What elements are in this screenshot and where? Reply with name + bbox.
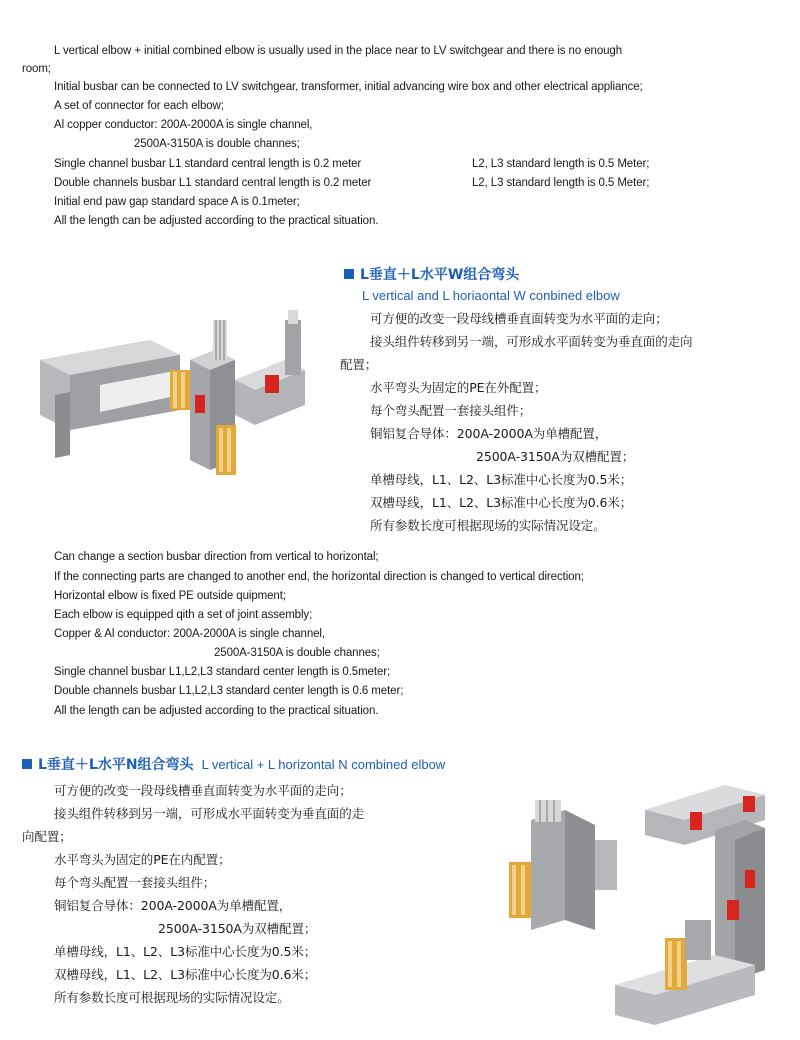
paragraph-line: If the connecting parts are changed to another end, the horizontal direction is changed to vertical direction; xyxy=(54,571,584,583)
paragraph-line: 单槽母线，L1、L2、L3标准中心长度为0.5米； xyxy=(370,472,633,487)
paragraph-line: Al copper conductor: 200A-2000A is single channel, xyxy=(54,119,313,131)
paragraph-line: Double channels busbar L1 standard central length is 0.2 meter xyxy=(54,177,372,189)
paragraph-line: 接头组件转移到另一端，可形成水平面转变为垂直面的走向 xyxy=(370,334,693,349)
section2-heading-zh: L垂直＋L水平W组合弯头 xyxy=(360,267,520,283)
heading-bullet-icon xyxy=(344,269,354,279)
paragraph-line: Each elbow is equipped qith a set of joint assembly; xyxy=(54,609,313,621)
section3-heading-zh: L垂直＋L水平N组合弯头 xyxy=(38,757,194,773)
paragraph-line: Initial busbar can be connected to LV switchgear, transformer, initial advancing wire box and other electrical appliance; xyxy=(54,81,643,93)
paragraph-line: Copper & Al conductor: 200A-2000A is single channel, xyxy=(54,628,325,640)
paragraph-line: Single channel busbar L1,L2,L3 standard center length is 0.5meter; xyxy=(54,666,391,678)
paragraph-line: 2500A-3150A为双槽配置； xyxy=(476,449,635,464)
paragraph-line: Initial end paw gap standard space A is 0.1meter; xyxy=(54,196,300,208)
n-combined-elbow-illustration xyxy=(495,770,785,1035)
paragraph-line: 可方便的改变一段母线槽垂直面转变为水平面的走向； xyxy=(370,311,668,326)
paragraph-line: 每个弯头配置一套接头组件； xyxy=(54,875,216,890)
paragraph-line: 接头组件转移到另一端，可形成水平面转变为垂直面的走 xyxy=(54,806,365,821)
section3-heading-en: L vertical + L horizontal N combined elbow xyxy=(201,757,446,772)
paragraph-line: 双槽母线，L1、L2、L3标准中心长度为0.6米； xyxy=(54,967,317,982)
paragraph-line: 水平弯头为固定的PE在内配置； xyxy=(54,852,231,867)
paragraph-line: All the length can be adjusted according to the practical situation. xyxy=(54,215,379,227)
paragraph-line: 2500A-3150A为双槽配置； xyxy=(158,921,317,936)
paragraph-line: 每个弯头配置一套接头组件； xyxy=(370,403,532,418)
heading-bullet-icon xyxy=(22,759,32,769)
paragraph-line: 铜铝复合导体：200A-2000A为单槽配置， xyxy=(54,898,292,913)
paragraph-line: 所有参数长度可根据现场的实际情况设定。 xyxy=(54,990,290,1005)
section3-heading xyxy=(22,754,445,774)
paragraph-line: room; xyxy=(22,63,51,75)
paragraph-line: Horizontal elbow is fixed PE outside quipment; xyxy=(54,590,286,602)
paragraph-line: Single channel busbar L1 standard central length is 0.2 meter xyxy=(54,158,362,170)
w-combined-elbow-illustration xyxy=(30,300,330,485)
paragraph-line: 双槽母线，L1、L2、L3标准中心长度为0.6米； xyxy=(370,495,633,510)
section2-heading-en: L vertical and L horiaontal W conbined elbow xyxy=(362,288,620,303)
paragraph-line: L2, L3 standard length is 0.5 Meter; xyxy=(472,158,650,170)
paragraph-line: 向配置； xyxy=(22,829,72,844)
paragraph-line: 可方便的改变一段母线槽垂直面转变为水平面的走向； xyxy=(54,783,352,798)
section2-heading xyxy=(344,264,519,284)
paragraph-line: Can change a section busbar direction from vertical to horizontal; xyxy=(54,551,379,563)
paragraph-line: 2500A-3150A is double channes; xyxy=(134,138,300,150)
paragraph-line: 水平弯头为固定的PE在外配置； xyxy=(370,380,547,395)
paragraph-line: 铜铝复合导体：200A-2000A为单槽配置， xyxy=(370,426,608,441)
paragraph-line: 所有参数长度可根据现场的实际情况设定。 xyxy=(370,518,606,533)
paragraph-line: Double channels busbar L1,L2,L3 standard center length is 0.6 meter; xyxy=(54,685,404,697)
paragraph-line: 配置； xyxy=(340,357,378,372)
paragraph-line: All the length can be adjusted according to the practical situation. xyxy=(54,705,379,717)
paragraph-line: 单槽母线，L1、L2、L3标准中心长度为0.5米； xyxy=(54,944,317,959)
paragraph-line: L vertical elbow + initial combined elbow is usually used in the place near to LV switchgear and there is no enough xyxy=(54,45,622,57)
paragraph-line: L2, L3 standard length is 0.5 Meter; xyxy=(472,177,650,189)
paragraph-line: 2500A-3150A is double channes; xyxy=(214,647,380,659)
paragraph-line: A set of connector for each elbow; xyxy=(54,100,224,112)
